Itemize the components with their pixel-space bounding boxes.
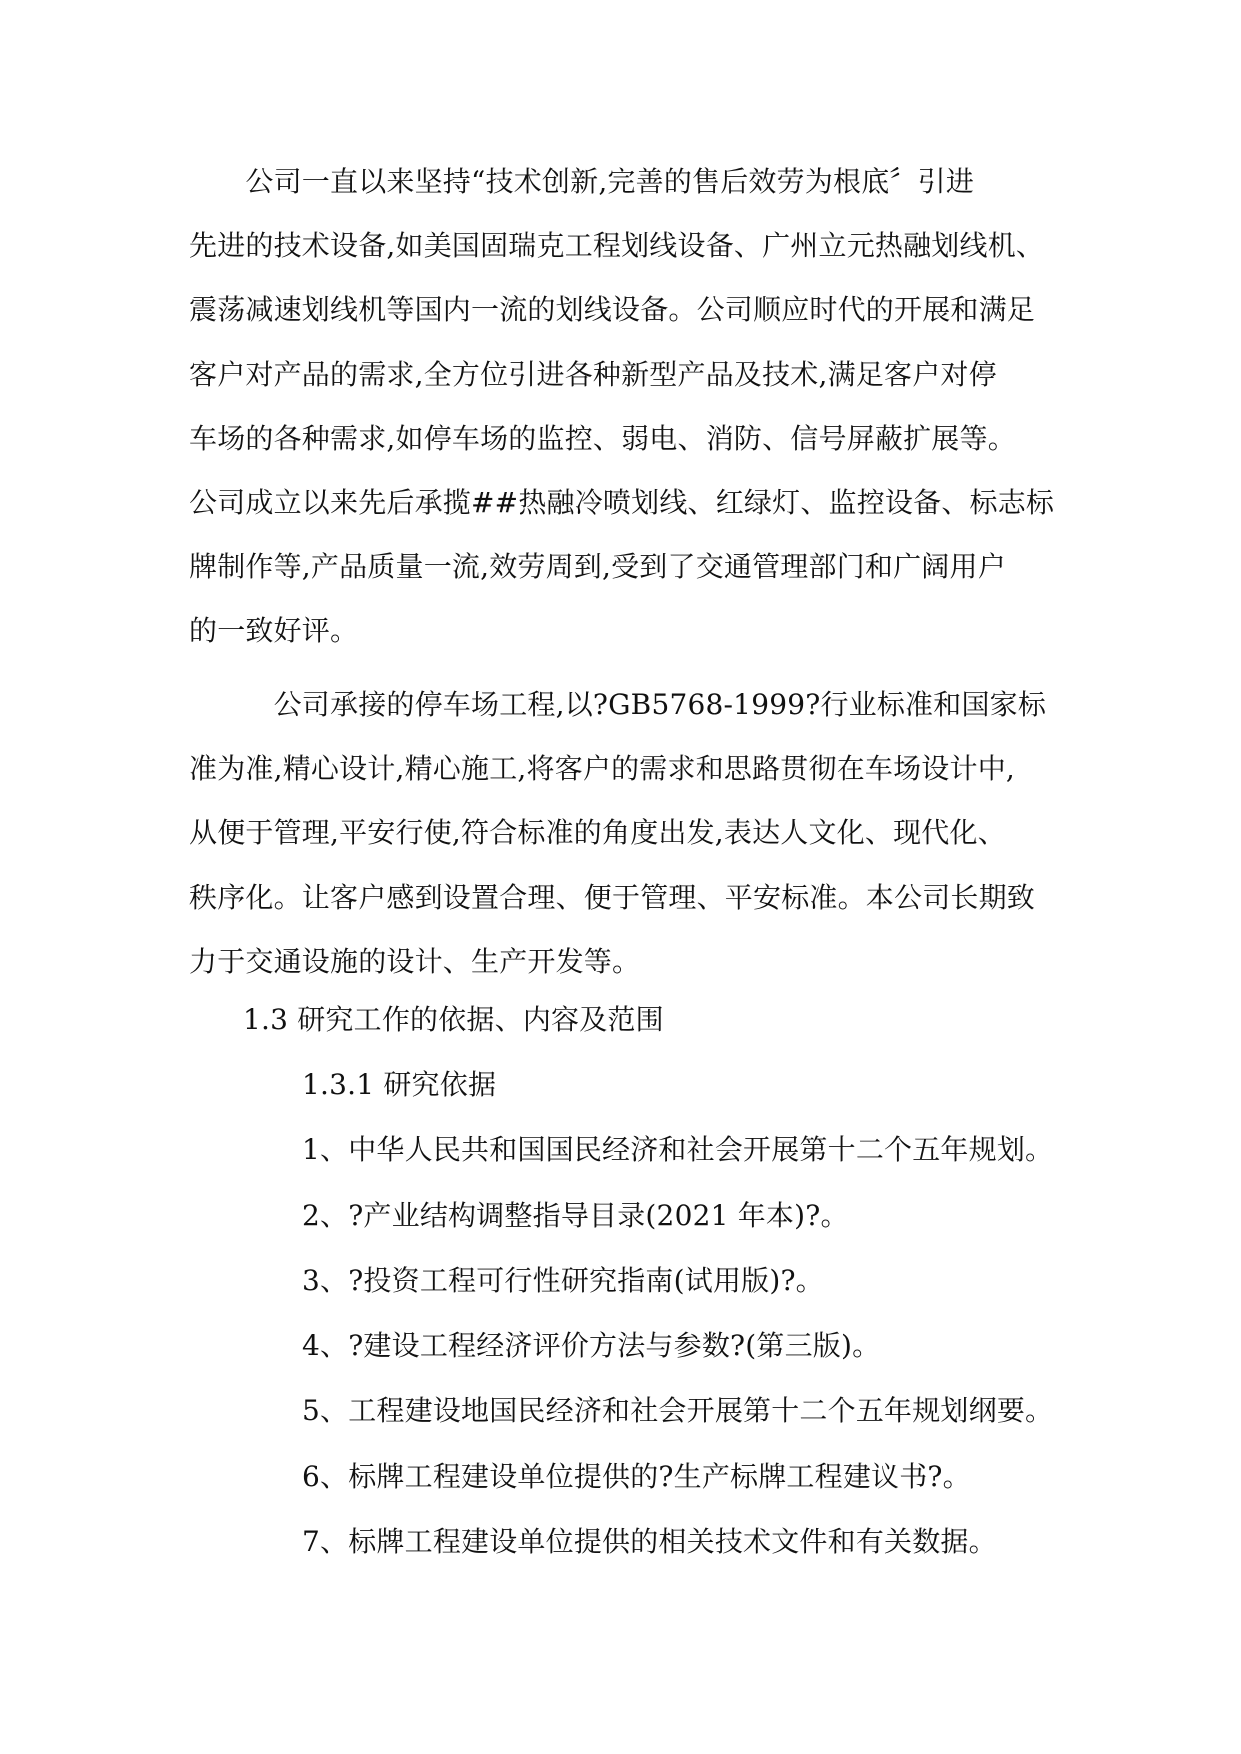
paragraph-line: 车场的各种需求,如停车场的监控、弱电、消防、信号屏蔽扩展等。: [189, 421, 1016, 455]
paragraph-line: 公司承接的停车场工程,以?GB5768-1999?行业标准和国家标: [189, 688, 1047, 721]
list-item: 6、标牌工程建设单位提供的?生产标牌工程建议书?。: [302, 1460, 971, 1493]
company-intro-paragraph: [189, 150, 1069, 664]
list-item: 5、工程建设地国民经济和社会开展第十二个五年规划纲要。: [302, 1394, 1054, 1427]
list-item: 7、标牌工程建设单位提供的相关技术文件和有关数据。: [302, 1525, 997, 1558]
paragraph-line: 从便于管理,平安行使,符合标准的角度出发,表达人文化、现代化、: [189, 816, 1006, 850]
paragraph-line: 客户对产品的需求,全方位引进各种新型产品及技术,满足客户对停: [189, 357, 997, 391]
subsection-heading: 1.3.1 研究依据: [302, 1068, 497, 1101]
section-heading: 1.3 研究工作的依据、内容及范围: [243, 1003, 664, 1036]
list-item: 4、?建设工程经济评价方法与参数?(第三版)。: [302, 1329, 881, 1362]
paragraph-line: 先进的技术设备,如美国固瑞克工程划线设备、广州立元热融划线机、: [189, 229, 1045, 263]
list-item: 2、?产业结构调整指导目录(2021 年本)?。: [302, 1199, 849, 1232]
paragraph-line: 公司成立以来先后承揽##热融冷喷划线、红绿灯、监控设备、标志标: [189, 485, 1055, 519]
paragraph-line: 力于交通设施的设计、生产开发等。: [189, 944, 641, 978]
list-item: 1、中华人民共和国国民经济和社会开展第十二个五年规划。: [302, 1133, 1054, 1166]
paragraph-line: 公司一直以来坚持“技术创新,完善的售后效劳为根底〞引进: [189, 165, 975, 198]
parking-project-paragraph: [189, 673, 1069, 994]
paragraph-line: 准为准,精心设计,精心施工,将客户的需求和思路贯彻在车场设计中,: [189, 752, 1016, 786]
paragraph-line: 的一致好评。: [189, 614, 359, 648]
paragraph-line: 震荡减速划线机等国内一流的划线设备。公司顺应时代的开展和满足: [189, 293, 1036, 327]
paragraph-line: 秩序化。让客户感到设置合理、便于管理、平安标准。本公司长期致: [189, 880, 1036, 914]
list-item: 3、?投资工程可行性研究指南(试用版)?。: [302, 1264, 824, 1297]
paragraph-line: 牌制作等,产品质量一流,效劳周到,受到了交通管理部门和广阔用户: [189, 550, 1006, 584]
